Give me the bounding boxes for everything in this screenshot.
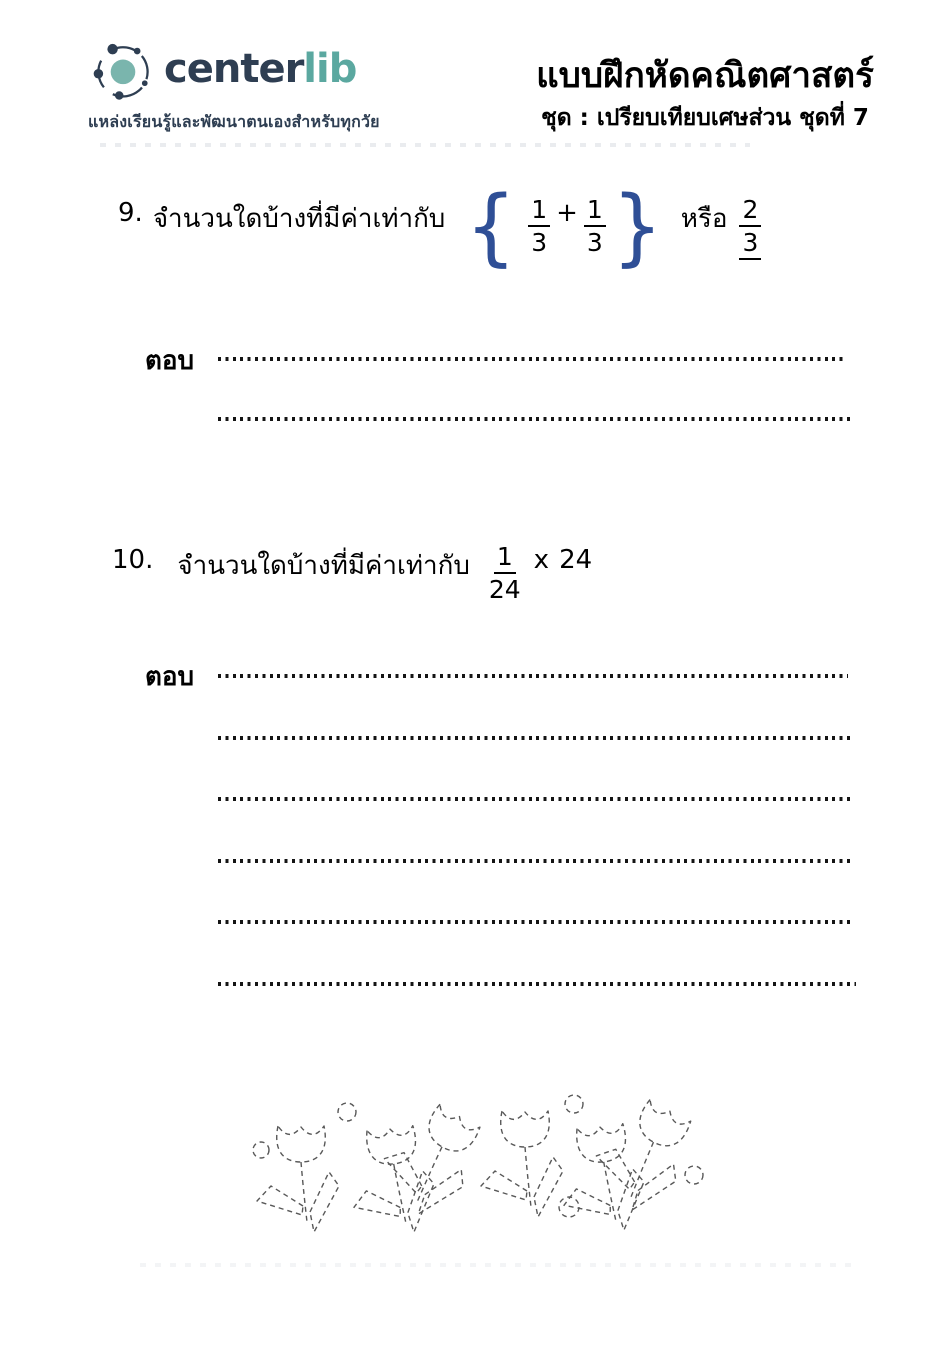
fraction-numerator: 1 (584, 195, 606, 227)
question-10 (112, 535, 592, 605)
answer-line (218, 797, 852, 801)
fraction-denominator: 24 (488, 575, 521, 604)
multiply-operator: x (533, 545, 550, 575)
header-title-block (505, 56, 905, 136)
question-number: 9. (118, 198, 143, 228)
brand-wordmark (164, 46, 357, 92)
question-9 (118, 177, 761, 276)
brand-word-lib: lib (303, 46, 357, 92)
fraction-one-third-b (584, 188, 606, 258)
answer-line (218, 417, 851, 421)
fraction-numerator: 1 (494, 542, 516, 574)
answer-line (218, 920, 852, 924)
question-prompt: จำนวนใดบ้างที่มีค่าเท่ากับ (152, 204, 446, 234)
fraction-one-third-a (528, 188, 550, 258)
question-prompt: จำนวนใดบ้างที่มีค่าเท่ากับ (177, 551, 470, 581)
fraction-one-twentyfourth (486, 535, 524, 605)
answer-line (218, 982, 856, 986)
answer-line (218, 357, 846, 361)
operand-24: 24 (559, 545, 593, 575)
answer-line (218, 736, 852, 740)
fraction-denominator: 3 (586, 228, 603, 257)
logo (88, 34, 380, 135)
open-brace: { (465, 177, 517, 276)
answer-line (218, 674, 848, 678)
fraction-denominator: 3 (739, 228, 761, 260)
fraction-denominator: 3 (531, 228, 548, 257)
cropped-text-artifact-bottom (140, 1263, 860, 1267)
answer-label-q10: ตอบ (145, 662, 195, 692)
logo-tagline: แหล่งเรียนรู้และพัฒนาตนเองสำหรับทุกวัย (88, 112, 380, 131)
or-word: หรือ (680, 204, 728, 234)
page-title: แบบฝึกหัดคณิตศาสตร์ (536, 56, 874, 96)
fraction-numerator: 2 (739, 195, 761, 227)
centerlib-logo-icon (88, 34, 158, 104)
tulip-flowers-decoration (233, 1080, 729, 1252)
page-subtitle: ชุด : เปรียบเทียบเศษส่วน ชุดที่ 7 (541, 105, 869, 132)
question-number: 10. (112, 545, 154, 575)
fraction-numerator: 1 (528, 195, 550, 227)
close-brace: } (611, 177, 663, 276)
cropped-text-artifact-top (100, 143, 750, 147)
brand-word-center: center (164, 46, 304, 92)
fraction-two-thirds (739, 188, 761, 260)
answer-line (218, 859, 852, 863)
answer-label-q9: ตอบ (145, 346, 195, 376)
plus-operator: + (556, 198, 578, 228)
